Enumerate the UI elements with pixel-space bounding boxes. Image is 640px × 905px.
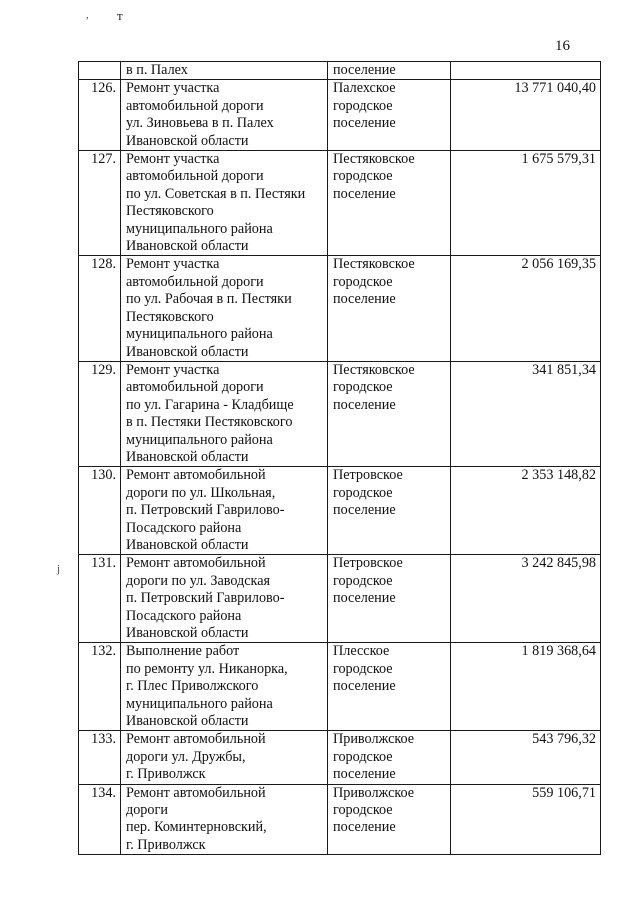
scan-artifact-mark: , bbox=[86, 10, 89, 21]
settlement-line: Приволжское bbox=[333, 731, 415, 748]
scan-artifact-mark: т bbox=[117, 8, 123, 23]
settlement-line: Петровское bbox=[333, 555, 403, 572]
amount: 341 851,34 bbox=[451, 361, 601, 466]
work-description-line: г. Приволжск bbox=[126, 836, 206, 853]
row-number: 132. bbox=[79, 643, 121, 731]
work-description-line: Ивановской области bbox=[126, 132, 249, 149]
work-description-line: Ивановской области bbox=[126, 238, 249, 255]
settlement-line: Палехское bbox=[333, 80, 396, 97]
work-description-line: автомобильной дороги bbox=[126, 379, 264, 396]
settlement bbox=[328, 80, 451, 151]
settlement bbox=[328, 256, 451, 361]
work-description-line: по ремонту ул. Никанорка, bbox=[126, 660, 288, 677]
work-description bbox=[121, 731, 328, 784]
table-row bbox=[79, 62, 601, 80]
table-row bbox=[79, 555, 601, 643]
work-description-line: Посадского района bbox=[126, 607, 242, 624]
work-description bbox=[121, 784, 328, 855]
work-description bbox=[121, 467, 328, 555]
amount: 1 675 579,31 bbox=[451, 151, 601, 256]
settlement-line: городское bbox=[333, 802, 393, 819]
work-description-line: Ивановской области bbox=[126, 448, 249, 465]
settlement-line: поселение bbox=[333, 115, 396, 132]
amount: 1 819 368,64 bbox=[451, 643, 601, 731]
row-number: 130. bbox=[79, 467, 121, 555]
settlement-line: Петровское bbox=[333, 467, 403, 484]
work-description-line: Ремонт участка bbox=[126, 151, 220, 168]
work-description-line: дороги bbox=[126, 802, 168, 819]
scan-artifact-mark: ј bbox=[57, 563, 61, 575]
work-description-line: по ул. Гагарина - Кладбище bbox=[126, 396, 294, 413]
work-description-line: муниципального района bbox=[126, 695, 273, 712]
work-description-line: муниципального района bbox=[126, 326, 273, 343]
work-description bbox=[121, 555, 328, 643]
settlement-line: поселение bbox=[333, 502, 396, 519]
settlement-line: городское bbox=[333, 660, 393, 677]
work-description-line: п. Петровский Гаврилово- bbox=[126, 502, 285, 519]
settlement-line: Пестяковское bbox=[333, 151, 415, 168]
amount: 559 106,71 bbox=[451, 784, 601, 855]
work-description-line: Ремонт участка bbox=[126, 361, 220, 378]
settlement-line: городское bbox=[333, 379, 393, 396]
work-description-line: Ивановской области bbox=[126, 343, 249, 360]
work-description-line: автомобильной дороги bbox=[126, 168, 264, 185]
settlement-line: городское bbox=[333, 748, 393, 765]
work-description-line: муниципального района bbox=[126, 431, 273, 448]
settlement-line: городское bbox=[333, 97, 393, 114]
row-number: 126. bbox=[79, 80, 121, 151]
work-description bbox=[121, 151, 328, 256]
work-description-line: г. Плес Приволжского bbox=[126, 678, 259, 695]
settlement-line: поселение bbox=[333, 590, 396, 607]
amount: 2 056 169,35 bbox=[451, 256, 601, 361]
settlement-line: городское bbox=[333, 572, 393, 589]
amount: 13 771 040,40 bbox=[451, 80, 601, 151]
settlement bbox=[328, 467, 451, 555]
settlement-line: поселение bbox=[333, 291, 396, 308]
settlement-line: поселение bbox=[333, 185, 396, 202]
table-row bbox=[79, 256, 601, 361]
work-description-line: Ремонт автомобильной bbox=[126, 467, 266, 484]
work-description-line: г. Приволжск bbox=[126, 766, 206, 783]
work-description-line: Ремонт участка bbox=[126, 256, 220, 273]
settlement-line: поселение bbox=[333, 819, 396, 836]
settlement-line: поселение bbox=[333, 62, 396, 78]
settlement-line: Плесское bbox=[333, 643, 390, 660]
work-description-line: Посадского района bbox=[126, 519, 242, 536]
work-description-line: Ивановской области bbox=[126, 713, 249, 730]
work-description-line: Выполнение работ bbox=[126, 643, 240, 660]
work-description-line: в п. Палех bbox=[126, 62, 188, 78]
table-row bbox=[79, 784, 601, 855]
settlement bbox=[328, 731, 451, 784]
work-description-line: по ул. Советская в п. Пестяки bbox=[126, 185, 306, 202]
settlement-line: поселение bbox=[333, 766, 396, 783]
table-row bbox=[79, 643, 601, 731]
row-number: 133. bbox=[79, 731, 121, 784]
row-number: 129. bbox=[79, 361, 121, 466]
settlement bbox=[328, 151, 451, 256]
work-description-line: Ивановской области bbox=[126, 625, 249, 641]
settlement bbox=[328, 361, 451, 466]
work-description-line: дороги ул. Дружбы, bbox=[126, 748, 246, 765]
amount: 543 796,32 bbox=[451, 731, 601, 784]
work-description-line: пер. Коминтерновский, bbox=[126, 819, 267, 836]
work-description bbox=[121, 361, 328, 466]
work-description-line: автомобильной дороги bbox=[126, 97, 264, 114]
table-body bbox=[79, 62, 601, 855]
work-description-line: дороги по ул. Школьная, bbox=[126, 484, 276, 501]
table-row bbox=[79, 151, 601, 256]
work-description bbox=[121, 256, 328, 361]
settlement bbox=[328, 784, 451, 855]
amount bbox=[451, 62, 601, 80]
road-repair-table bbox=[78, 61, 601, 855]
settlement-line: городское bbox=[333, 168, 393, 185]
page-number: 16 bbox=[555, 38, 570, 54]
table-row bbox=[79, 80, 601, 151]
settlement bbox=[328, 62, 451, 80]
work-description-line: дороги по ул. Заводская bbox=[126, 572, 271, 589]
table-row bbox=[79, 361, 601, 466]
row-number: 128. bbox=[79, 256, 121, 361]
amount: 2 353 148,82 bbox=[451, 467, 601, 555]
work-description-line: Ремонт автомобильной bbox=[126, 731, 266, 748]
settlement-line: Пестяковское bbox=[333, 256, 415, 273]
work-description-line: автомобильной дороги bbox=[126, 273, 264, 290]
work-description-line: муниципального района bbox=[126, 220, 273, 237]
work-description-line: Ремонт автомобильной bbox=[126, 555, 266, 572]
row-number bbox=[79, 62, 121, 80]
settlement bbox=[328, 643, 451, 731]
work-description bbox=[121, 80, 328, 151]
settlement-line: городское bbox=[333, 273, 393, 290]
work-description-line: ул. Зиновьева в п. Палех bbox=[126, 115, 274, 132]
work-description-line: Ремонт автомобильной bbox=[126, 784, 266, 801]
work-description-line: Ремонт участка bbox=[126, 80, 220, 97]
settlement-line: городское bbox=[333, 484, 393, 501]
row-number: 127. bbox=[79, 151, 121, 256]
amount: 3 242 845,98 bbox=[451, 555, 601, 643]
work-description-line: п. Петровский Гаврилово- bbox=[126, 590, 285, 607]
settlement-line: Пестяковское bbox=[333, 361, 415, 378]
work-description bbox=[121, 62, 328, 80]
table-row bbox=[79, 467, 601, 555]
work-description-line: Пестяковского bbox=[126, 308, 214, 325]
work-description-line: по ул. Рабочая в п. Пестяки bbox=[126, 291, 292, 308]
work-description-line: в п. Пестяки Пестяковского bbox=[126, 414, 293, 431]
row-number: 134. bbox=[79, 784, 121, 855]
work-description-line: Пестяковского bbox=[126, 203, 214, 220]
work-description-line: Ивановской области bbox=[126, 536, 249, 553]
work-description bbox=[121, 643, 328, 731]
settlement bbox=[328, 555, 451, 643]
settlement-line: поселение bbox=[333, 678, 396, 695]
settlement-line: поселение bbox=[333, 396, 396, 413]
table-row bbox=[79, 731, 601, 784]
settlement-line: Приволжское bbox=[333, 784, 415, 801]
row-number: 131. bbox=[79, 555, 121, 643]
